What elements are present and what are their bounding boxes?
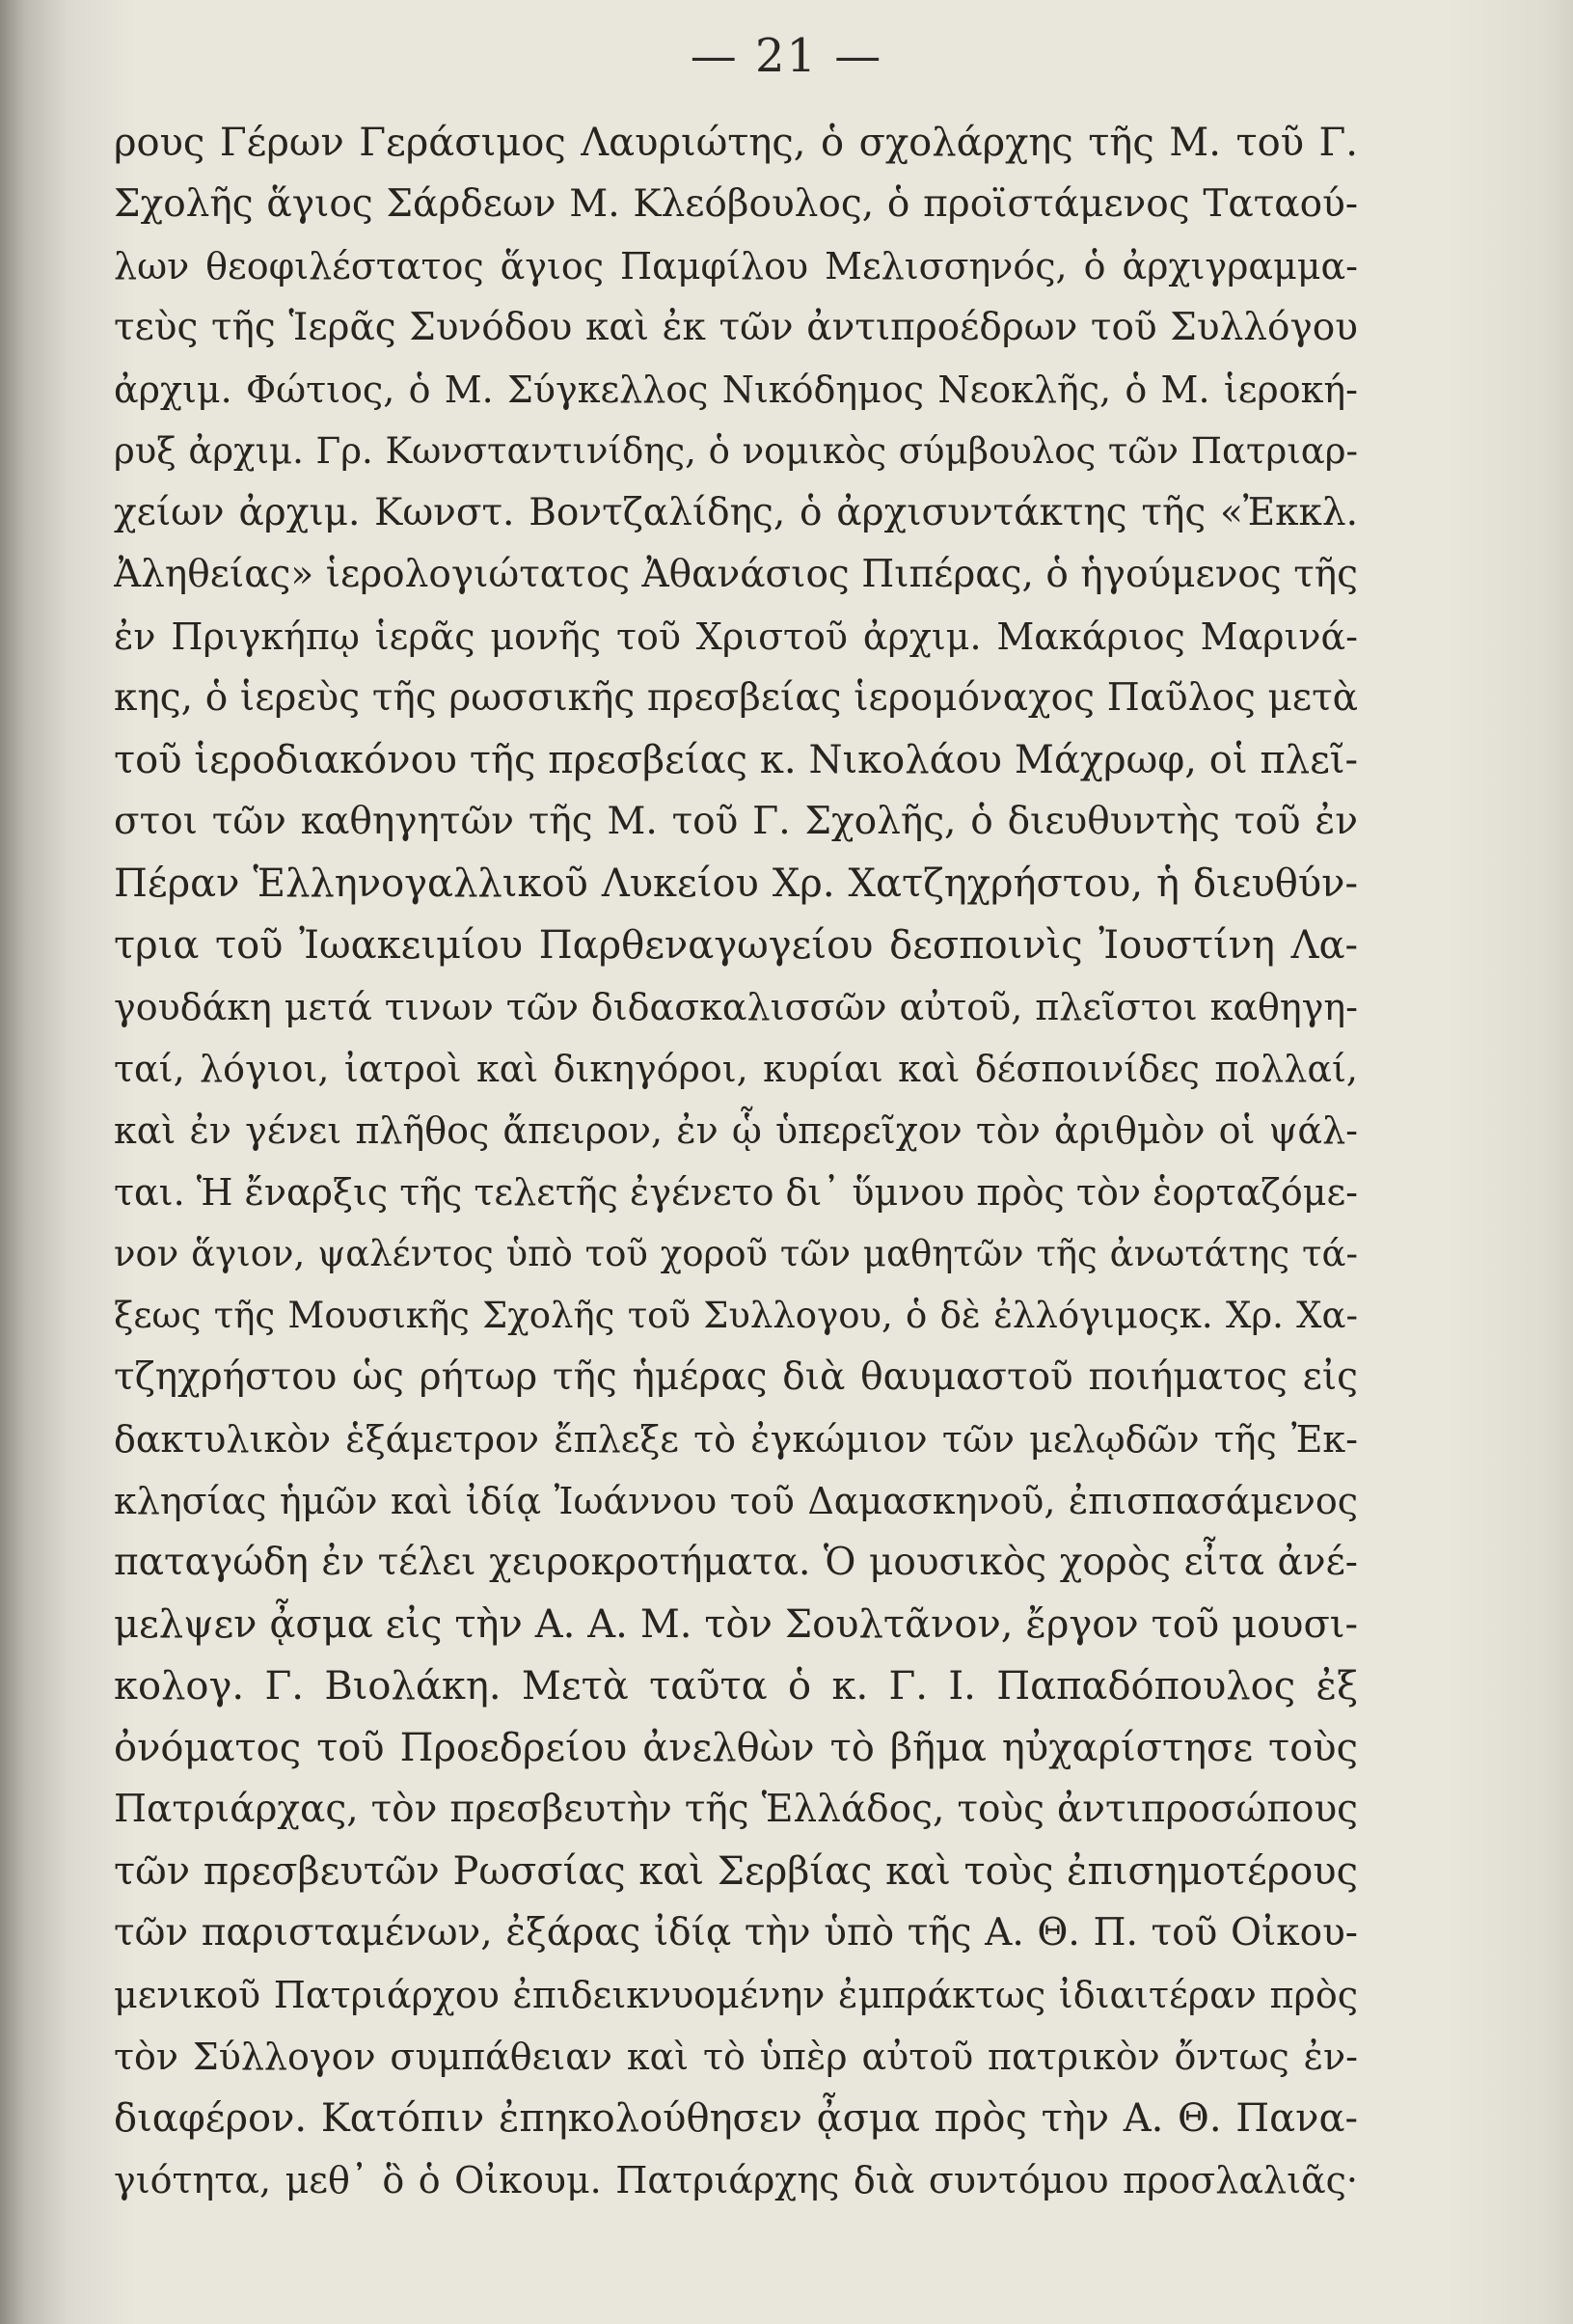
text-line: τεὺς τῆς Ἱερᾶς Συνόδου καὶ ἐκ τῶν ἀντιπροέδρων τοῦ Συλλόγου bbox=[114, 306, 1358, 349]
text-line: ρους Γέρων Γεράσιμος Λαυριώτης, ὁ σχολάρχης τῆς Μ. τοῦ Γ. bbox=[114, 121, 1358, 165]
text-line: Σχολῆς ἅγιος Σάρδεων Μ. Κλεόβουλος, ὁ προϊστάμενος Ταταού- bbox=[114, 182, 1358, 226]
text-line: χείων ἀρχιμ. Κωνστ. Βοντζαλίδης, ὁ ἀρχισυντάκτης τῆς «Ἐκκλ. bbox=[114, 491, 1358, 534]
text-line: διαφέρον. Κατόπιν ἐπηκολούθησεν ᾆσμα πρὸς τὴν Α. Θ. Πανα- bbox=[114, 2096, 1358, 2141]
text-line: γιότητα, μεθ᾽ ὃ ὁ Οἰκουμ. Πατριάρχης διὰ συντόμου προσλαλιᾶς· bbox=[114, 2159, 1358, 2201]
page-number: — 21 — bbox=[690, 29, 883, 83]
text-line: κης, ὁ ἱερεὺς τῆς ρωσσικῆς πρεσβείας ἱερομόναχος Παῦλος μετὰ bbox=[114, 676, 1358, 720]
text-line: καὶ ἐν γένει πλῆθος ἄπειρον, ἐν ᾧ ὑπερεῖχον τὸν ἀριθμὸν οἱ ψάλ- bbox=[114, 1109, 1358, 1152]
text-line: ται. Ἡ ἔναρξις τῆς τελετῆς ἐγένετο δι᾽ ὕμνου πρὸς τὸν ἑορταζόμε- bbox=[114, 1171, 1358, 1214]
text-line: γουδάκη μετά τινων τῶν διδασκαλισσῶν αὐτοῦ, πλεῖστοι καθηγη- bbox=[114, 986, 1358, 1028]
text-line: δακτυλικὸν ἑξάμετρον ἔπλεξε τὸ ἐγκώμιον τῶν μελῳδῶν τῆς Ἐκ- bbox=[114, 1418, 1358, 1461]
text-line: λων θεοφιλέστατος ἅγιος Παμφίλου Μελισσηνός, ὁ ἀρχιγραμμα- bbox=[114, 245, 1358, 287]
text-line: μελψεν ᾆσμα εἰς τὴν Α. Α. Μ. τὸν Σουλτᾶνον, ἔργον τοῦ μουσι- bbox=[114, 1602, 1358, 1647]
text-line: Πέραν Ἑλληνογαλλικοῦ Λυκείου Χρ. Χατζηχρήστου, ἡ διευθύν- bbox=[114, 861, 1358, 906]
text-line: τῶν πρεσβευτῶν Ρωσσίας καὶ Σερβίας καὶ τοὺς ἐπισημοτέρους bbox=[114, 1849, 1358, 1894]
text-line: τῶν παρισταμένων, ἐξάρας ἰδίᾳ τὴν ὑπὸ τῆς Α. Θ. Π. τοῦ Οἰκου- bbox=[114, 1911, 1358, 1955]
text-line: ἐν Πριγκήπῳ ἱερᾶς μονῆς τοῦ Χριστοῦ ἀρχιμ. Μακάριος Μαρινά- bbox=[114, 615, 1358, 658]
text-line: στοι τῶν καθηγητῶν τῆς Μ. τοῦ Γ. Σχολῆς, ὁ διευθυντὴς τοῦ ἐν bbox=[114, 800, 1358, 843]
text-line: κλησίας ἡμῶν καὶ ἰδίᾳ Ἰωάννου τοῦ Δαμασκηνοῦ, ἐπισπασάμενος bbox=[114, 1480, 1358, 1522]
text-line: κολογ. Γ. Βιολάκη. Μετὰ ταῦτα ὁ κ. Γ. Ι. Παπαδόπουλος ἐξ bbox=[114, 1664, 1358, 1709]
text-line: παταγώδη ἐν τέλει χειροκροτήματα. Ὁ μουσικὸς χορὸς εἶτα ἀνέ- bbox=[114, 1541, 1358, 1584]
text-line: τρια τοῦ Ἰωακειμίου Παρθεναγωγείου δεσποινὶς Ἰουστίνη Λα- bbox=[114, 923, 1358, 968]
text-line: ἀρχιμ. Φώτιος, ὁ Μ. Σύγκελλος Νικόδημος Νεοκλῆς, ὁ Μ. ἱεροκή- bbox=[114, 369, 1358, 411]
text-line: τζηχρήστου ὡς ρήτωρ τῆς ἡμέρας διὰ θαυμαστοῦ ποιήματος εἰς bbox=[114, 1355, 1358, 1399]
text-line: ὀνόματος τοῦ Προεδρείου ἀνελθὼν τὸ βῆμα ηὐχαρίστησε τοὺς bbox=[114, 1726, 1358, 1770]
text-line: ξεως τῆς Μουσικῆς Σχολῆς τοῦ Συλλογου, ὁ δὲ ἐλλόγιμοςκ. Χρ. Χα- bbox=[114, 1295, 1358, 1336]
text-line: ταί, λόγιοι, ἰατροὶ καὶ δικηγόροι, κυρίαι καὶ δέσποινίδες πολλαί, bbox=[114, 1048, 1358, 1090]
text-line: Πατριάρχας, τὸν πρεσβευτὴν τῆς Ἑλλάδος, τοὺς ἀντιπροσώπους bbox=[114, 1788, 1358, 1831]
text-line: νον ἅγιον, ψαλέντος ὑπὸ τοῦ χοροῦ τῶν μαθητῶν τῆς ἀνωτάτης τά- bbox=[114, 1233, 1358, 1274]
text-line: Ἀληθείας» ἱερολογιώτατος Ἀθανάσιος Πιπέρας, ὁ ἡγούμενος τῆς bbox=[114, 553, 1358, 596]
text-line: ρυξ ἀρχιμ. Γρ. Κωνσταντινίδης, ὁ νομικὸς σύμβουλος τῶν Πατριαρ- bbox=[114, 430, 1358, 472]
text-line: τοῦ ἱεροδιακόνου τῆς πρεσβείας κ. Νικολάου Μάχρωφ, οἱ πλεῖ- bbox=[114, 738, 1358, 782]
text-line: τὸν Σύλλογον συμπάθειαν καὶ τὸ ὑπὲρ αὐτοῦ πατρικὸν ὄντως ἐν- bbox=[114, 2036, 1358, 2078]
body-text bbox=[114, 116, 1358, 2296]
text-line: μενικοῦ Πατριάρχου ἐπιδεικνυομένην ἐμπράκτως ἰδιαιτέραν πρὸς bbox=[114, 1974, 1358, 2016]
